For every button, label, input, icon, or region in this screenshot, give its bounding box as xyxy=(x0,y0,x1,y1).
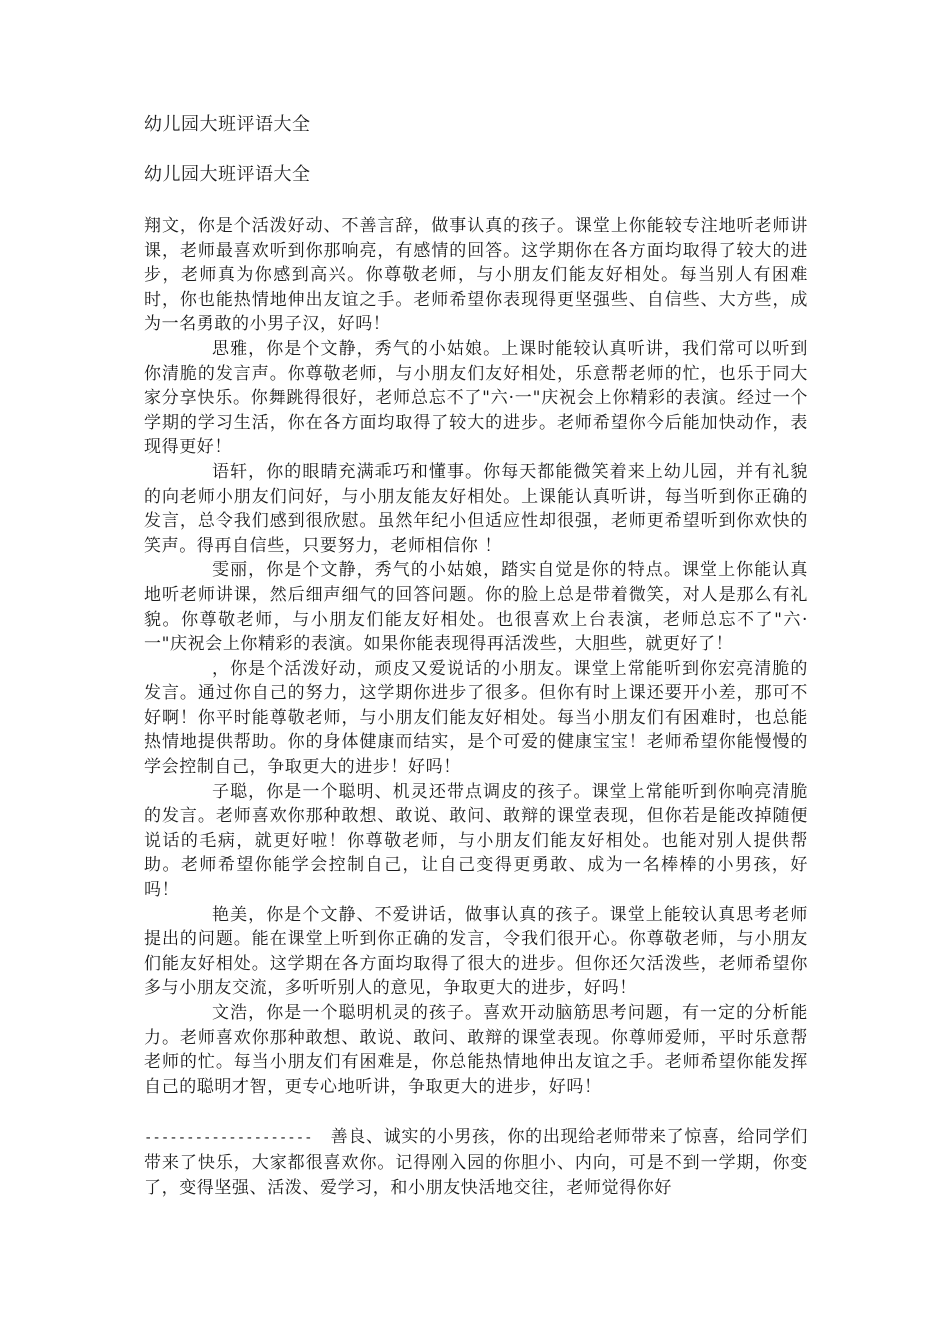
comment-paragraph: 语轩，你的眼睛充满乖巧和懂事。你每天都能微笑着来上幼儿园，并有礼貌的向老师小朋友们问好，与小朋友能友好相处。上课能认真听讲，每当听到你正确的发言，总令我们感到很欣慰。虽然年纪小但适应性却很强，老师更希望听到你欢快的笑声。得再自信些，只要努力，老师相信你 ！ xyxy=(144,461,808,556)
comment-paragraph: 雯丽，你是个文静，秀气的小姑娘，踏实自觉是你的特点。课堂上你能认真地听老师讲课，然后细声细气的回答问题。你的脸上总是带着微笑，对人是那么有礼貌。你尊敬老师，与小朋友们能友好相处。也很喜欢上台表演，老师总忘不了"六·一"庆祝会上你精彩的表演。如果你能表现得再活泼些，大胆些，就更好了！ xyxy=(144,560,808,655)
document-subtitle: 幼儿园大班评语大全 xyxy=(144,164,311,185)
comment-paragraph: 翔文，你是个活泼好动、不善言辞，做事认真的孩子。课堂上你能较专注地听老师讲课，老师最喜欢听到你那响亮，有感情的回答。这学期你在各方面均取得了较大的进步，老师真为你感到高兴。你尊敬老师，与小朋友们能友好相处。每当别人有困难时，你也能热情地伸出友谊之手。老师希望你表现得更坚强些、自信些、大方些，成为一名勇敢的小男子汉，好吗！ xyxy=(144,216,808,335)
document-page xyxy=(144,112,808,1200)
dashed-divider: -------------------- xyxy=(144,1130,313,1147)
comment-text: 善良、诚实的小男孩，你的出现给老师带来了惊喜，给同学们带来了快乐，大家都很喜欢你。记得刚入园的你胆小、内向，可是不到一学期，你变了，变得坚强、活泼、爱学习，和小朋友快活地交往，老师觉得你好 xyxy=(144,1127,808,1198)
comment-paragraph: 艳美，你是个文静、不爱讲话，做事认真的孩子。课堂上能较认真思考老师提出的问题。能在课堂上听到你正确的发言，令我们很开心。你尊敬老师，与小朋友们能友好相处。这学期在各方面均取得了很大的进步。但你还欠活泼些，老师希望你多与小朋友交流，多听听别人的意见，争取更大的进步，好吗！ xyxy=(144,904,808,999)
comment-paragraph-with-divider xyxy=(144,1125,808,1200)
comment-paragraph: ，你是个活泼好动，顽皮又爱说话的小朋友。课堂上常能听到你宏亮清脆的发言。通过你自己的努力，这学期你进步了很多。但你有时上课还要开小差，那可不好啊！你平时能尊敬老师，与小朋友们能友好相处。每当小朋友们有困难时，也总能热情地提供帮助。你的身体健康而结实，是个可爱的健康宝宝！老师希望你能慢慢的学会控制自己，争取更大的进步！好吗！ xyxy=(144,658,808,778)
document-title: 幼儿园大班评语大全 xyxy=(144,114,311,135)
comment-paragraph: 子聪，你是一个聪明、机灵还带点调皮的孩子。课堂上常能听到你响亮清脆的发言。老师喜欢你那种敢想、敢说、敢问、敢辩的课堂表现，但你若是能改掉随便说话的毛病，就更好啦！你尊敬老师，与小朋友们能友好相处。也能对别人提供帮助。老师希望你能学会控制自己，让自己变得更勇敢、成为一名棒棒的小男孩，好吗！ xyxy=(144,781,808,901)
document-body xyxy=(144,214,808,1200)
comment-paragraph: 思雅，你是个文静，秀气的小姑娘。上课时能较认真听讲，我们常可以听到你清脆的发言声。你尊敬老师，与小朋友们友好相处，乐意帮老师的忙，也乐于同大家分享快乐。你舞跳得很好，老师总忘不了"六·一"庆祝会上你精彩的表演。经过一个学期的学习生活，你在各方面均取得了较大的进步。老师希望你今后能加快动作，表现得更好！ xyxy=(144,338,808,458)
comment-paragraph: 文浩，你是一个聪明机灵的孩子。喜欢开动脑筋思考问题，有一定的分析能力。老师喜欢你那种敢想、敢说、敢问、敢辩的课堂表现。你尊师爱师，平时乐意帮老师的忙。每当小朋友们有困难是，你总能热情地伸出友谊之手。老师希望你能发挥自己的聪明才智，更专心地听讲，争取更大的进步，好吗！ xyxy=(144,1003,808,1097)
